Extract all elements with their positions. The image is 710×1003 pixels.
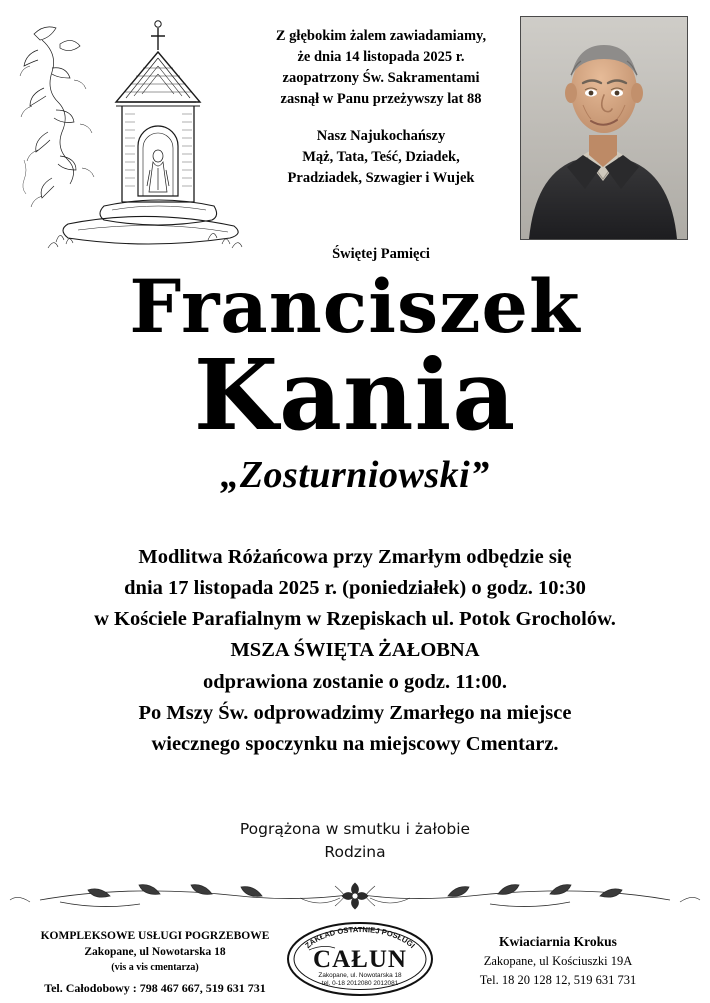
nickname: „Zosturniowski” [220,453,490,496]
relation-line-2: Mąż, Tata, Teść, Dziadek, [302,149,460,166]
svg-text:ZAKŁAD OSTATNIEJ POSŁUGI: ZAKŁAD OSTATNIEJ POSŁUGI [303,924,417,951]
florist-name: Kwiaciarnia Krokus [499,934,617,949]
ceremony-line-5: odprawiona zostanie o godz. 11:00. [202,670,508,693]
floral-ornament-divider-icon [0,878,710,914]
florist-phone: Tel. 18 20 128 12, 519 631 731 [479,973,637,987]
relation-line-3: Pradziadek, Szwagier i Wujek [287,170,475,187]
announce-line-2: że dnia 14 listopada 2025 r. [297,49,465,66]
announcement-text [252,26,510,189]
family-signature [0,818,710,865]
relation-line-1: Nasz Najukochańszy [316,128,446,145]
last-name: Kania [193,337,517,452]
florist-address: Zakopane, ul Kościuszki 19A [483,954,633,969]
ceremony-line-1: Modlitwa Różańcowa przy Zmarłym odbędzie się [138,546,572,568]
portrait-photo [520,16,688,240]
ceremony-line-4: MSZA ŚWIĘTA ŻAŁOBNA [230,639,480,662]
first-name: Franciszek [129,264,581,350]
svg-text:CAŁUN: CAŁUN [313,946,407,973]
chapel-drawing-icon [8,10,258,265]
ceremony-line-2: dnia 17 listopada 2025 r. (poniedziałek) o godz. 10:30 [124,577,586,600]
ceremony-details [0,542,710,760]
announce-line-3: zaopatrzony Św. Sakramentami [282,70,480,87]
svg-text:tel. 0-18 2012080 2012081: tel. 0-18 2012080 2012081 [321,980,399,987]
funeral-home-phone: Tel. Całodobowy : 798 467 667, 519 631 731 [44,980,266,995]
funeral-home-note: (vis a vis cmentarza) [111,961,199,973]
deceased-name [0,264,710,497]
ceremony-line-7: wiecznego spoczynku na miejscowy Cmentarz. [151,732,559,755]
announce-line-1: Z głębokim żalem zawiadamiamy, [275,28,487,44]
funeral-home-title: KOMPLEKSOWE USŁUGI POGRZEBOWE [40,930,270,942]
ceremony-line-6: Po Mszy Św. odprowadzimy Zmarłego na miejsce [138,701,572,724]
family-line-1: Pogrążona w smutku i żałobie [239,820,471,838]
memory-label: Świętej Pamięci [332,246,430,262]
family-line-2: Rodzina [324,843,386,862]
footer-section [0,918,710,1000]
funeral-home-oval-logo-icon [285,920,435,998]
announce-line-4: zasnął w Panu przeżywszy lat 88 [280,91,482,108]
ceremony-line-3: w Kościele Parafialnym w Rzepiskach ul. Potok Grocholów. [94,608,616,631]
svg-text:Zakopane, ul. Nowotarska 18: Zakopane, ul. Nowotarska 18 [318,972,402,979]
funeral-home-info [10,928,300,997]
header-section [0,0,710,275]
funeral-home-address: Zakopane, ul Nowotarska 18 [84,946,226,959]
florist-info [418,932,698,990]
